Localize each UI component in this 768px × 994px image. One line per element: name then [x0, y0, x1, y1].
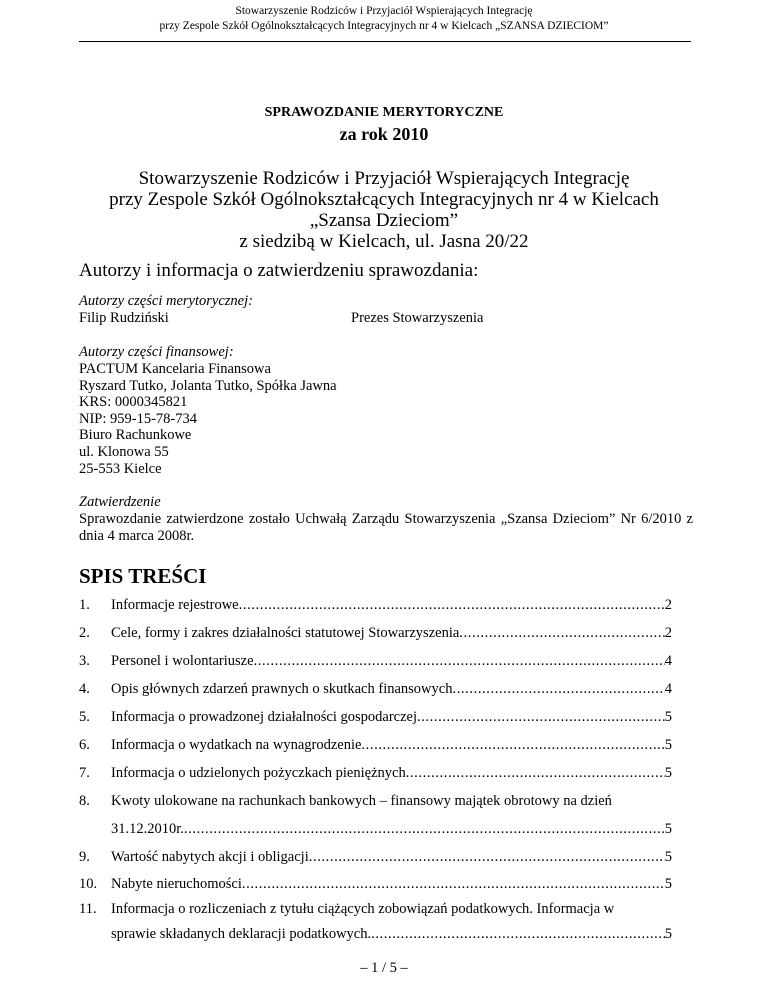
- toc-entry-8-continued[interactable]: [111, 821, 672, 838]
- header-divider: [79, 41, 691, 42]
- org-name-line-2: przy Zespole Szkół Ogólnokształcących Integracyjnych nr 4 w Kielcach: [109, 189, 659, 210]
- toc-leader-dots: [239, 597, 665, 614]
- toc-entry-7[interactable]: [79, 765, 672, 782]
- toc-entry-text: Cele, formy i zakres działalności statutowej Stowarzyszenia: [111, 625, 460, 641]
- toc-leader-dots: [184, 821, 665, 838]
- org-name-line-3: „Szansa Dzieciom”: [309, 210, 459, 231]
- toc-entry-10[interactable]: [79, 876, 672, 893]
- financial-author-line: KRS: 0000345821: [79, 394, 188, 411]
- approval-label: Zatwierdzenie: [79, 494, 161, 510]
- toc-entry-4[interactable]: [79, 681, 672, 698]
- org-address: z siedzibą w Kielcach, ul. Jasna 20/22: [239, 231, 529, 252]
- toc-leader-dots: [242, 876, 665, 893]
- toc-entry-text: Informacja o wydatkach na wynagrodzenie: [111, 737, 362, 753]
- toc-entry-page: 2: [664, 625, 672, 641]
- toc-entry-9[interactable]: [79, 849, 672, 866]
- toc-entry-text: Nabyte nieruchomości: [111, 876, 242, 892]
- financial-author-line: NIP: 959-15-78-734: [79, 410, 198, 427]
- toc-entry-text: Informacja o rozliczeniach z tytułu ciążących zobowiązań podatkowych. Informacja w: [111, 901, 615, 917]
- toc-entry-5[interactable]: [79, 709, 672, 726]
- report-year: za rok 2010: [339, 124, 429, 144]
- financial-author-line: ul. Klonowa 55: [79, 444, 169, 460]
- toc-leader-dots: [417, 709, 665, 726]
- toc-entry-text: Kwoty ulokowane na rachunkach bankowych – finansowy majątek obrotowy na dzień: [111, 793, 612, 809]
- running-header-line-1: Stowarzyszenie Rodziców i Przyjaciół Wspierających Integrację: [235, 5, 533, 17]
- toc-entry-number: 11.: [79, 901, 97, 917]
- approval-text: Sprawozdanie zatwierdzone zostało Uchwałą Zarządu Stowarzyszenia „Szansa Dzieciom” Nr 6/2010 z dnia 4 marca 2008r.: [79, 511, 693, 544]
- toc-leader-dots: [459, 625, 664, 642]
- toc-leader-dots: [452, 681, 664, 698]
- toc-entry-page: 2: [664, 597, 672, 613]
- toc-entry-text-continued: sprawie składanych deklaracji podatkowych.: [111, 926, 372, 942]
- toc-entry-number: 6.: [79, 737, 90, 753]
- financial-authors-label: Autorzy części finansowej:: [79, 344, 234, 360]
- toc-entry-number: 9.: [79, 849, 90, 865]
- toc-leader-dots: [406, 765, 665, 782]
- toc-title: SPIS TREŚCI: [79, 564, 207, 588]
- toc-leader-dots: [361, 737, 664, 754]
- toc-entry-number: 1.: [79, 597, 90, 613]
- running-header-line-2: przy Zespole Szkół Ogólnokształcących Integracyjnych nr 4 w Kielcach „SZANSA DZIECIOM”: [159, 20, 609, 32]
- toc-entry-text: Opis głównych zdarzeń prawnych o skutkach finansowych: [111, 681, 453, 697]
- toc-entry-page: 5: [664, 821, 672, 837]
- substantive-author-name: Filip Rudziński: [79, 310, 169, 326]
- report-title: SPRAWOZDANIE MERYTORYCZNE: [264, 105, 504, 120]
- toc-entry-page: 5: [664, 709, 672, 725]
- financial-author-line: Ryszard Tutko, Jolanta Tutko, Spółka Jawna: [79, 377, 337, 394]
- financial-author-line: PACTUM Kancelaria Finansowa: [79, 361, 271, 377]
- toc-entry-number: 7.: [79, 765, 90, 781]
- toc-entry-3[interactable]: [79, 653, 672, 670]
- toc-entry-11[interactable]: [79, 901, 672, 918]
- toc-entry-text: Wartość nabytych akcji i obligacji: [111, 849, 309, 865]
- toc-entry-page: 5: [664, 849, 672, 865]
- toc-leader-dots: [309, 849, 665, 866]
- toc-entry-number: 8.: [79, 793, 90, 809]
- toc-entry-1[interactable]: [79, 597, 672, 614]
- toc-entry-number: 3.: [79, 653, 90, 669]
- toc-entry-text: Personel i wolontariusze: [111, 653, 254, 669]
- financial-author-line: Biuro Rachunkowe: [79, 427, 192, 444]
- toc-entry-page: 5: [664, 926, 672, 942]
- toc-entry-text: Informacja o udzielonych pożyczkach pieniężnych: [111, 765, 406, 781]
- toc-entry-text: Informacje rejestrowe: [111, 597, 239, 613]
- substantive-author-role: Prezes Stowarzyszenia: [351, 310, 484, 326]
- toc-entry-number: 4.: [79, 681, 90, 697]
- toc-entry-2[interactable]: [79, 625, 672, 642]
- toc-entry-11-continued[interactable]: [111, 926, 672, 943]
- toc-entry-6[interactable]: [79, 737, 672, 754]
- toc-leader-dots: [254, 653, 665, 670]
- toc-entry-page: 5: [664, 876, 672, 892]
- financial-author-line: 25-553 Kielce: [79, 460, 162, 477]
- toc-entry-page: 5: [664, 765, 672, 781]
- substantive-authors-label: Autorzy części merytorycznej:: [79, 293, 253, 309]
- toc-entry-number: 10.: [79, 876, 98, 892]
- toc-entry-text-continued: 31.12.2010r.: [111, 821, 184, 837]
- toc-entry-number: 2.: [79, 625, 90, 641]
- toc-entry-8[interactable]: [79, 793, 672, 810]
- toc-leader-dots: [371, 926, 665, 943]
- org-name-line-1: Stowarzyszenie Rodziców i Przyjaciół Wspierających Integrację: [138, 168, 630, 189]
- toc-entry-text: Informacja o prowadzonej działalności gospodarczej: [111, 709, 417, 725]
- toc-entry-page: 4: [664, 681, 672, 697]
- page-number: – 1 / 5 –: [360, 960, 408, 976]
- authors-heading: Autorzy i informacja o zatwierdzeniu sprawozdania:: [79, 260, 479, 281]
- toc-entry-number: 5.: [79, 709, 90, 725]
- toc-entry-page: 5: [664, 737, 672, 753]
- toc-entry-page: 4: [664, 653, 672, 669]
